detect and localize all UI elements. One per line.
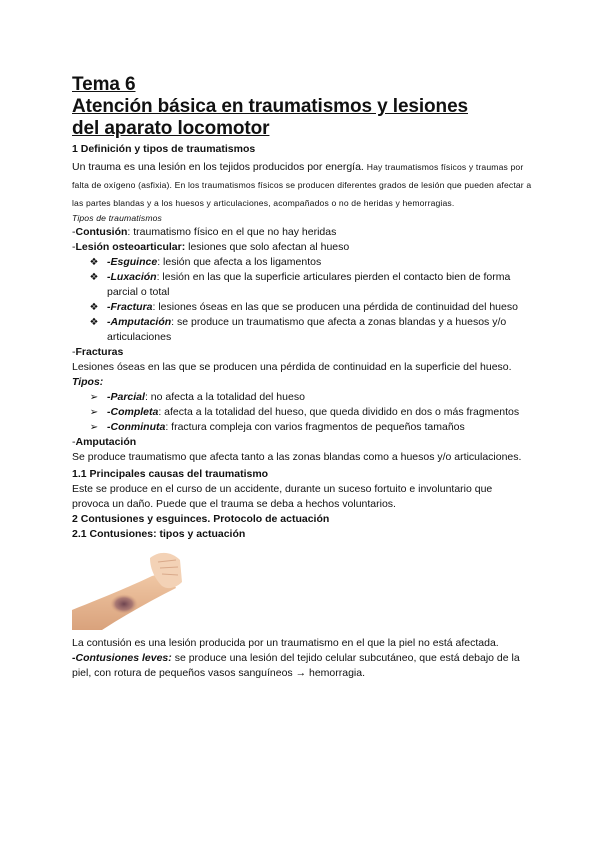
bullet-label: -Luxación bbox=[107, 271, 157, 283]
title-line-3: del aparato locomotor bbox=[72, 118, 270, 139]
list-item bbox=[72, 255, 532, 270]
list-item bbox=[72, 420, 532, 435]
bruised-arm-illustration bbox=[72, 548, 182, 630]
bullet-text: : lesión en las que la superficie articulares pierden el contacto bien de forma parcial o total bbox=[107, 271, 511, 298]
list-item bbox=[72, 405, 532, 420]
fracturas-heading-line bbox=[72, 345, 532, 360]
section-2-heading: 2 Contusiones y esguinces. Protocolo de actuación bbox=[72, 513, 330, 525]
arrow-bullet-icon: ➢ bbox=[89, 422, 99, 433]
list-item bbox=[72, 315, 532, 345]
document-page bbox=[72, 74, 532, 681]
bullet-label: -Fractura bbox=[107, 301, 153, 313]
diamond-bullet-icon: ❖ bbox=[89, 272, 99, 283]
tipos-traumatismos-label: Tipos de traumatismos bbox=[72, 213, 162, 223]
lesion-types-list bbox=[72, 255, 532, 345]
bullet-text: : se produce un traumatismo que afecta a zonas blandas y a huesos y/o articulaciones bbox=[107, 316, 507, 343]
lesion-text: lesiones que solo afectan al hueso bbox=[185, 241, 350, 253]
bullet-label: -Parcial bbox=[107, 391, 145, 403]
fracture-types-list bbox=[72, 390, 532, 435]
amputacion-text: Se produce traumatismo que afecta tanto a las zonas blandas como a huesos y/o articulaciones. bbox=[72, 451, 522, 463]
dash-glyph: - bbox=[72, 436, 76, 448]
leves-text: se produce una lesión del tejido celular subcutáneo, que está debajo de la piel, con rotura de pequeños vasos sanguíneos → hemorragia. bbox=[72, 652, 520, 679]
amputacion-heading-line bbox=[72, 435, 532, 450]
leves-label: -Contusiones leves: bbox=[72, 652, 172, 664]
section-1-1-heading: 1.1 Principales causas del traumatismo bbox=[72, 468, 269, 480]
fracturas-label: Fracturas bbox=[75, 346, 124, 358]
bullet-label: -Completa bbox=[107, 406, 159, 418]
intro-text-b: Hay traumatismos físicos y traumas por falta de oxígeno (asfixia). En los traumatismos físicos se producen diferentes grados de lesión que pueden afectar a las partes blandas y a los huesos y articulaciones, acompañados o no de heridas y hemorragias. bbox=[72, 162, 532, 208]
section-2-1-heading: 2.1 Contusiones: tipos y actuación bbox=[72, 528, 246, 540]
dash-glyph: - bbox=[72, 241, 76, 253]
bullet-label: -Conminuta bbox=[107, 421, 166, 433]
arrow-bullet-icon: ➢ bbox=[89, 392, 99, 403]
bullet-text: : lesiones óseas en las que se producen una pérdida de continuidad del hueso bbox=[152, 301, 518, 313]
contusion-label: Contusión bbox=[75, 226, 128, 238]
diamond-bullet-icon: ❖ bbox=[89, 257, 99, 268]
bullet-text: : afecta a la totalidad del hueso, que queda dividido en dos o más fragmentos bbox=[158, 406, 520, 418]
dash-glyph: - bbox=[72, 226, 76, 238]
bullet-text: : lesión que afecta a los ligamentos bbox=[157, 256, 322, 268]
list-item bbox=[72, 390, 532, 405]
fracturas-text: Lesiones óseas en las que se producen una pérdida de continuidad en la superficie del hueso. bbox=[72, 361, 512, 373]
diamond-bullet-icon: ❖ bbox=[89, 302, 99, 313]
bruise-mark bbox=[110, 594, 138, 614]
dash-glyph: - bbox=[72, 346, 76, 358]
list-item bbox=[72, 300, 532, 315]
arrow-bullet-icon: ➢ bbox=[89, 407, 99, 418]
lesion-label: Lesión osteoarticular: bbox=[75, 241, 186, 253]
list-item bbox=[72, 270, 532, 300]
document-title bbox=[72, 74, 532, 140]
bruised-arm-image bbox=[72, 548, 182, 630]
amputacion-label: Amputación bbox=[75, 436, 137, 448]
tipos-label: Tipos: bbox=[72, 376, 104, 388]
title-line-1: Tema 6 bbox=[72, 74, 136, 95]
section-1-intro bbox=[72, 157, 532, 211]
contusion-definition: La contusión es una lesión producida por un traumatismo en el que la piel no está afectada. bbox=[72, 637, 499, 649]
bullet-text: : fractura compleja con varios fragmentos de pequeños tamaños bbox=[165, 421, 465, 433]
bullet-label: -Amputación bbox=[107, 316, 172, 328]
section-1-1-text: Este se produce en el curso de un accidente, durante un suceso fortuito e involuntario que provoca un daño. Puede que el trauma se deba a hechos voluntarios. bbox=[72, 483, 493, 510]
title-line-2: Atención básica en traumatismos y lesiones bbox=[72, 96, 468, 117]
contusion-text: : traumatismo físico en el que no hay heridas bbox=[127, 226, 337, 238]
contusion-line bbox=[72, 225, 532, 240]
lesion-line bbox=[72, 240, 532, 255]
contusiones-leves bbox=[72, 651, 532, 681]
bullet-text: : no afecta a la totalidad del hueso bbox=[144, 391, 305, 403]
diamond-bullet-icon: ❖ bbox=[89, 317, 99, 328]
intro-text-a: Un trauma es una lesión en los tejidos producidos por energía. bbox=[72, 161, 367, 173]
section-1-heading: 1 Definición y tipos de traumatismos bbox=[72, 143, 256, 155]
bullet-label: -Esguince bbox=[107, 256, 158, 268]
